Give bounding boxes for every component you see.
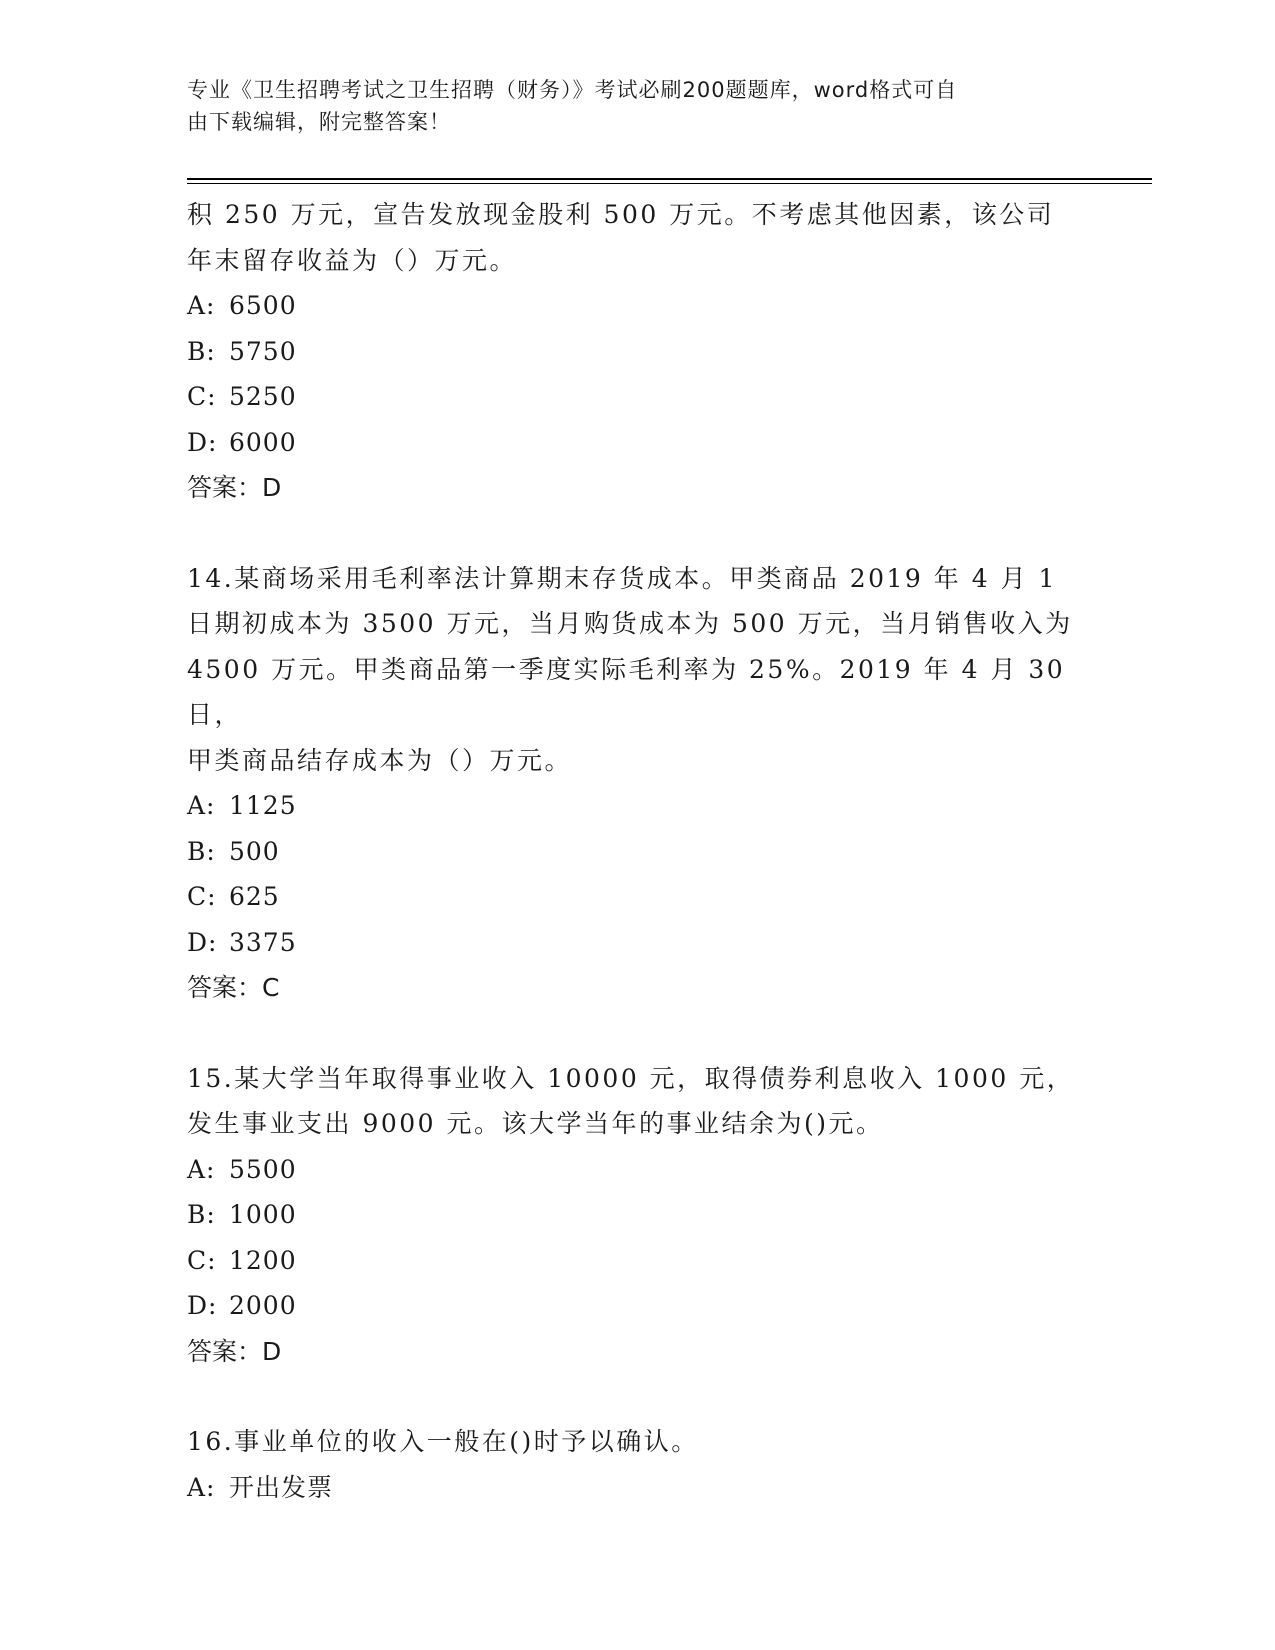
question-list: [187, 192, 1087, 1510]
question-block: [187, 1056, 1087, 1375]
option-letter: D:: [187, 927, 218, 957]
option-d: [187, 420, 1087, 466]
question-stem-line: 积 250 万元，宣告发放现金股利 500 万元。不考虑其他因素，该公司: [187, 200, 1055, 229]
question-block: [187, 1419, 1087, 1510]
option-a: [187, 283, 1087, 329]
header-divider-thick: [187, 178, 1152, 180]
question-stem-line: 甲类商品结存成本为（）万元。: [187, 745, 573, 775]
option-d: [187, 1283, 1087, 1329]
option-letter: D:: [187, 1291, 218, 1320]
answer-line: 答案：D: [187, 473, 282, 502]
option-text: 1200: [229, 1245, 297, 1275]
document-header: [187, 74, 1067, 138]
option-text: 5500: [229, 1154, 297, 1184]
block-spacer: [187, 1374, 1087, 1419]
option-text: 1125: [229, 791, 297, 820]
option-letter: C:: [187, 882, 217, 911]
option-letter: A:: [187, 1154, 216, 1184]
block-spacer: [187, 1011, 1087, 1056]
option-b: [187, 329, 1087, 375]
option-letter: D:: [187, 427, 218, 457]
option-text: 6500: [229, 291, 297, 320]
question-block: [187, 556, 1087, 1011]
option-text: 625: [229, 882, 280, 911]
header-line-1: 专业《卫生招聘考试之卫生招聘（财务）》考试必刷200题题库，word格式可自: [187, 78, 958, 102]
option-letter: A:: [187, 1472, 216, 1502]
option-c: [187, 1238, 1087, 1284]
option-a: [187, 1147, 1087, 1193]
question-stem-line: 日期初成本为 3500 万元，当月购货成本为 500 万元，当月销售收入为: [187, 609, 1073, 638]
option-b: [187, 1192, 1087, 1238]
option-d: [187, 920, 1087, 966]
option-text: 1000: [229, 1200, 297, 1229]
option-a: [187, 1465, 1087, 1511]
option-letter: B:: [187, 1200, 216, 1229]
question-stem-line: 4500 万元。甲类商品第一季度实际毛利率为 25%。2019 年 4 月 30 日，: [187, 654, 1076, 729]
block-spacer: [187, 511, 1087, 556]
option-letter: C:: [187, 382, 217, 411]
header-divider-thin: [187, 183, 1152, 184]
question-stem-line: 15.某大学当年取得事业收入 10000 元，取得债券利息收入 1000 元，: [187, 1063, 1075, 1093]
option-letter: C:: [187, 1245, 217, 1275]
question-stem-line: 16.事业单位的收入一般在()时予以确认。: [187, 1427, 699, 1456]
option-c: [187, 374, 1087, 420]
question-stem-line: 发生事业支出 9000 元。该大学当年的事业结余为()元。: [187, 1109, 884, 1138]
option-text: 2000: [229, 1291, 297, 1320]
question-stem-line: 年末留存收益为（）万元。: [187, 245, 518, 275]
option-text: 5750: [229, 336, 297, 366]
option-c: [187, 874, 1087, 920]
question-stem-line: 14.某商场采用毛利率法计算期末存货成本。甲类商品 2019 年 4 月 1: [187, 563, 1057, 593]
option-text: 500: [229, 836, 280, 866]
answer-line: 答案：C: [187, 973, 280, 1002]
option-text: 开出发票: [229, 1472, 334, 1502]
header-line-2: 由下载编辑，附完整答案！: [187, 110, 451, 134]
option-text: 3375: [229, 927, 297, 957]
option-letter: B:: [187, 836, 216, 866]
option-letter: A:: [187, 791, 216, 820]
option-a: [187, 783, 1087, 829]
question-block: [187, 192, 1087, 511]
option-letter: A:: [187, 291, 216, 320]
option-letter: B:: [187, 336, 216, 366]
option-text: 5250: [229, 382, 297, 411]
option-text: 6000: [229, 427, 297, 457]
answer-line: 答案：D: [187, 1336, 282, 1366]
option-b: [187, 829, 1087, 875]
